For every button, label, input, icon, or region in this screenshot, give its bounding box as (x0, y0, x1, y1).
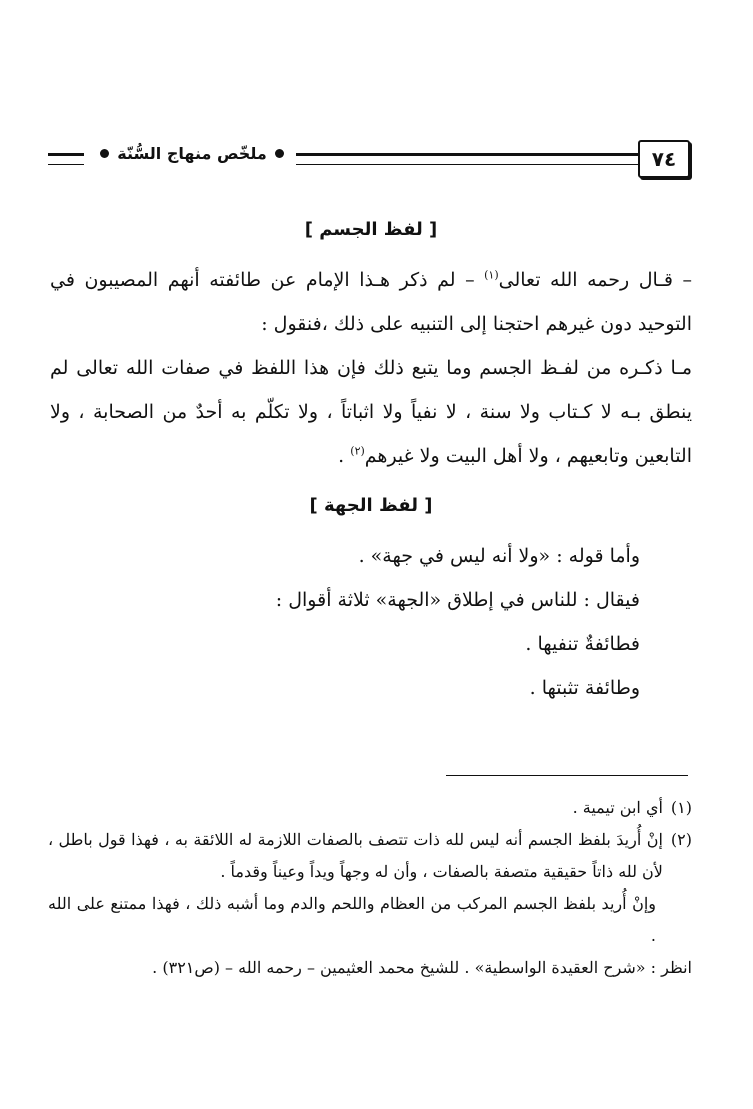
footnote-text: إنْ أُريدَ بلفظ الجسم أنه ليس لله ذات تتصف بالصفات اللازمة له اللائقة به ، فهذا قول باطل ، لأن لله ذاتاً حقيقية متصفة بالصفات ، وأن له وجهاً ويداً وعيناً وقدماً . (48, 830, 663, 881)
page-header (40, 140, 690, 180)
footnote-ref-2[interactable]: (٢) (350, 444, 365, 458)
header-rule-right (296, 153, 638, 165)
intro-rest: – لم ذكر هـذا الإمام عن طائفته أنهم المصيبون في التوحيد دون غيرهم احتجنا إلى التنبيه على ذلك ،فنقول : (50, 269, 692, 335)
paragraph-intro (50, 258, 692, 346)
body-end: . (338, 445, 345, 467)
section-heading-direction: [ لفظ الجهة ] (309, 495, 433, 516)
footnote-separator (446, 775, 688, 776)
line-three-opinions: فيقال : للناس في إطلاق «الجهة» ثلاثة أقوال : (275, 589, 640, 611)
footnote-2 (48, 824, 692, 888)
line-group-affirm: وطائفة تثبتها . (529, 677, 640, 699)
book-title: ملخّص منهاج السُّنّة (117, 144, 267, 163)
bullet-icon (100, 149, 109, 158)
line-group-deny: فطائفةٌ تنفيها . (525, 633, 640, 655)
page-number: ٧٤ (638, 140, 690, 178)
footnote-ref-1[interactable]: (١) (484, 268, 499, 282)
footnote-2-continuation: وإنْ أُريد بلفظ الجسم المركب من العظام واللحم والدم وما أشبه ذلك ، فهذا ممتنع على الله . (48, 894, 656, 945)
body-text: مـا ذكـره من لفـظ الجسم وما يتبع ذلك فإن هذا اللفظ في صفات الله تعالى لم ينطق بـه لا كـتاب ولا سنة ، لا نفياً ولا اثباتاً ، ولا تكلّم به أحدٌ من الصحابة ، ولا التابعين وتابعيهم ، ولا أهل البيت ولا غيرهم (50, 357, 692, 467)
footnote-source: انظر : «شرح العقيدة الواسطية» . للشيخ محمد العثيمين – رحمه الله – (ص٣٢١) . (152, 958, 692, 977)
running-title (92, 144, 292, 163)
header-rule-left (48, 153, 84, 165)
bullet-icon (275, 149, 284, 158)
section-heading-body: [ لفظ الجسم ] (304, 219, 438, 240)
footnote-number: (٢) (670, 830, 692, 849)
footnote-1 (48, 792, 692, 824)
main-text (50, 210, 692, 710)
intro-lead: – قـال رحمه الله تعالى (498, 269, 692, 291)
footnote-number: (١) (670, 798, 692, 817)
footnotes (48, 792, 692, 984)
paragraph-body (50, 346, 692, 478)
line-quote: وأما قوله : «ولا أنه ليس في جهة» . (358, 545, 640, 567)
footnote-text: أي ابن تيمية . (572, 798, 663, 817)
